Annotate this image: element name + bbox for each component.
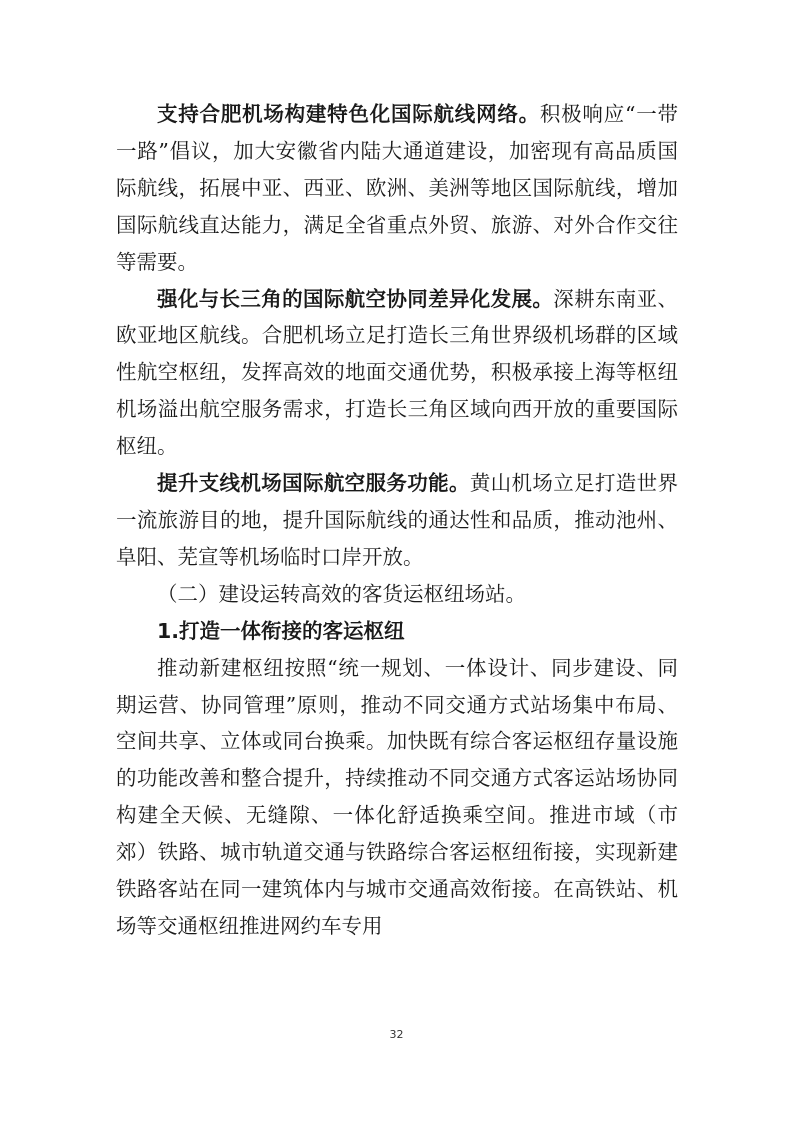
page-number: 32 [389, 1028, 404, 1041]
section-heading: （二）建设运转高效的客货运枢纽场站。 [157, 581, 526, 606]
paragraph-body: 深耕东南亚、欧亚地区航线。合肥机场立足打造长三角世界级机场群的区域性航空枢纽，发挥高效的地面交通优势，积极承接上海等枢纽机场溢出航空服务需求，打造长三角区域向西开放的重要国际枢纽。 [116, 286, 679, 459]
paragraph-yangtze-delta [116, 281, 678, 466]
sub-heading: 1.打造一体衔接的客运枢纽 [157, 618, 405, 643]
paragraph-lead: 提升支线机场国际航空服务功能。 [157, 471, 470, 496]
paragraph-lead: 支持合肥机场构建特色化国际航线网络。 [157, 102, 540, 126]
document-body [116, 96, 678, 945]
paragraph-body: 积极响应“一带一路”倡议，加大安徽省内陆大通道建设，加密现有高品质国际航线，拓展中亚、西亚、欧洲、美洲等地区国际航线，增加国际航线直达能力，满足全省重点外贸、旅游、对外合作交往等需要。 [116, 102, 678, 274]
paragraph-body: 黄山机场立足打造世界一流旅游目的地，提升国际航线的通达性和品质，推动池州、阜阳、芜宣等机场临时口岸开放。 [116, 471, 678, 569]
paragraph-hefei-airport [116, 96, 678, 281]
paragraph-passenger-hub: 推动新建枢纽按照“统一规划、一体设计、同步建设、同期运营、协同管理”原则，推动不同交通方式站场集中布局、空间共享、立体或同台换乘。加快既有综合客运枢纽存量设施的功能改善和整合提升，持续推动不同交通方式客运站场协同构建全天候、无缝隙、一体化舒适换乘空间。推进市域（市郊）铁路、城市轨道交通与铁路综合客运枢纽衔接，实现新建铁路客站在同一建筑体内与城市交通高效衔接。在高铁站、机场等交通枢纽推进网约车专用 [116, 655, 678, 938]
paragraph-regional-airports [116, 465, 678, 576]
paragraph-lead: 强化与长三角的国际航空协同差异化发展。 [157, 286, 554, 311]
